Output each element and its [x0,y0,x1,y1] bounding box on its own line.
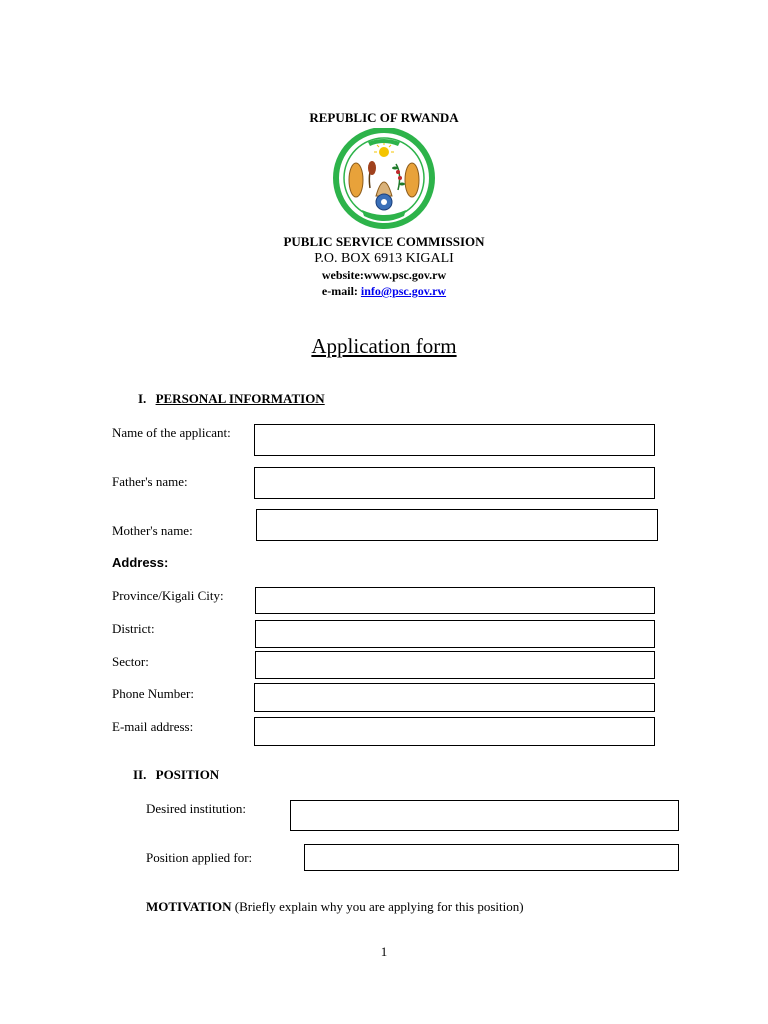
email-link[interactable]: info@psc.gov.rw [360,284,447,298]
sector-input[interactable] [255,651,655,679]
institution-label: Desired institution: [146,801,247,816]
sector-label: Sector: [112,654,149,669]
phone-label: Phone Number: [112,686,194,701]
section-personal-info [138,391,325,407]
father-name-label: Father's name: [112,474,188,489]
national-emblem [332,128,436,232]
mother-name-label: Mother's name: [112,523,193,538]
section-title: PERSONAL INFORMATION [155,391,325,406]
position-label: Position applied for: [146,850,253,865]
section-number: II. [133,767,147,782]
website: website:www.psc.gov.rw [321,268,447,282]
province-input[interactable] [255,587,655,614]
position-input[interactable] [304,844,679,871]
name-input[interactable] [254,424,655,456]
country-name: REPUBLIC OF RWANDA [309,110,459,125]
father-name-input[interactable] [254,467,655,499]
section-number: I. [138,391,147,406]
district-input[interactable] [255,620,655,648]
section-title: POSITION [155,767,220,782]
email-label: e-mail: [321,284,358,298]
section-position [133,767,219,783]
address-heading: Address: [112,555,169,570]
organization-name: PUBLIC SERVICE COMMISSION [283,234,485,249]
po-box: P.O. BOX 6913 KIGALI [314,251,454,266]
province-label: Province/Kigali City: [112,588,224,603]
district-label: District: [112,621,155,636]
motivation-title: MOTIVATION [146,899,232,914]
email-line [0,284,768,299]
emblem-icon [332,128,436,232]
mother-name-input[interactable] [256,509,658,541]
institution-input[interactable] [290,800,679,831]
page-number: 1 [380,944,388,959]
motivation-line [146,899,524,915]
email-address-input[interactable] [254,717,655,746]
phone-input[interactable] [254,683,655,712]
motivation-note: (Briefly explain why you are applying for this position) [234,899,524,914]
email-address-label: E-mail address: [112,719,194,734]
form-title: Application form [311,334,457,358]
name-label: Name of the applicant: [112,425,231,440]
